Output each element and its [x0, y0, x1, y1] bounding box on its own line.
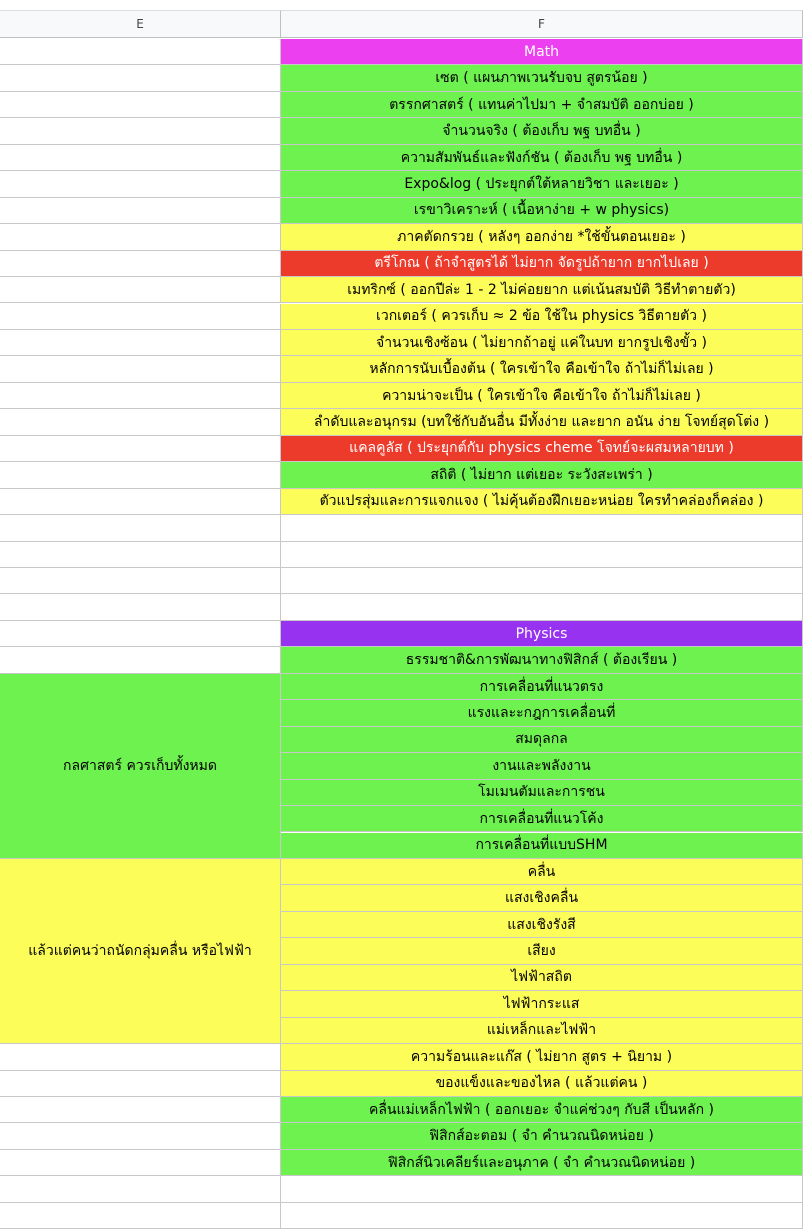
math-topic-cell[interactable] — [281, 65, 803, 91]
math-header-cell[interactable] — [281, 39, 803, 65]
wave-electric-group-cell[interactable] — [0, 859, 281, 1044]
physics-header-cell[interactable] — [281, 621, 803, 647]
physics-topic-cell[interactable] — [281, 647, 803, 673]
cell-e-empty[interactable] — [0, 118, 281, 144]
cell-text: Expo&log ( ประยุกต์ใต้หลายวิชา และเยอะ ) — [404, 175, 679, 192]
cell-e-empty[interactable] — [0, 489, 281, 515]
physics-topic-cell[interactable] — [281, 674, 803, 700]
cell-e-empty[interactable] — [0, 92, 281, 118]
cell-text: เรขาวิเคราะห์ ( เนื้อหาง่าย + w physics) — [413, 202, 670, 219]
cell-text: Physics — [515, 625, 568, 642]
cell-text: สถิติ ( ไม่ยาก แต่เยอะ ระวังสะเพร่า ) — [430, 466, 653, 483]
column-header-f[interactable]: F — [281, 10, 803, 38]
cell-e-empty[interactable] — [0, 198, 281, 224]
cell-e-empty[interactable] — [0, 356, 281, 382]
math-topic-cell[interactable] — [281, 277, 803, 303]
cell-text: สมดุลกล — [515, 731, 568, 748]
cell-e-empty[interactable] — [0, 1044, 281, 1070]
mechanics-group-cell[interactable] — [0, 674, 281, 859]
physics-topic-cell[interactable] — [281, 938, 803, 964]
math-topic-cell[interactable] — [281, 251, 803, 277]
math-topic-cell[interactable] — [281, 383, 803, 409]
cell-text: ความสัมพันธ์และฟังก์ชัน ( ต้องเก็บ พฐ บทอื่น ) — [400, 149, 683, 166]
cell-e-empty[interactable] — [0, 1176, 281, 1202]
cell-f-empty[interactable] — [281, 594, 803, 620]
cell-e-empty[interactable] — [0, 436, 281, 462]
cell-f-empty[interactable] — [281, 1203, 803, 1229]
cell-e-empty[interactable] — [0, 647, 281, 673]
cell-e-empty[interactable] — [0, 65, 281, 91]
cell-text: กลศาสตร์ ควรเก็บทั้งหมด — [63, 757, 217, 774]
cell-text: ไฟฟ้ากระแส — [503, 995, 580, 1012]
cell-text: ลำดับและอนุกรม (บทใช้กับอันอื่น มีทั้งง่าย และยาก อนัน ง่าย โจทย์สุดโต่ง ) — [313, 414, 770, 431]
cell-e-empty[interactable] — [0, 224, 281, 250]
physics-topic-cell[interactable] — [281, 1044, 803, 1070]
cell-text: แสงเชิงรังสี — [507, 916, 576, 933]
cell-e-empty[interactable] — [0, 542, 281, 568]
cell-f-empty[interactable] — [281, 542, 803, 568]
cell-f-empty[interactable] — [281, 515, 803, 541]
cell-e-empty[interactable] — [0, 330, 281, 356]
cell-text: ของแข็งและของไหล ( แล้วแต่คน ) — [435, 1075, 648, 1092]
physics-topic-cell[interactable] — [281, 859, 803, 885]
physics-topic-cell[interactable] — [281, 912, 803, 938]
cell-e-empty[interactable] — [0, 568, 281, 594]
physics-topic-cell[interactable] — [281, 833, 803, 859]
math-topic-cell[interactable] — [281, 224, 803, 250]
cell-text: การเคลื่อนที่แบบSHM — [475, 837, 608, 854]
cell-e-empty[interactable] — [0, 1123, 281, 1149]
cell-text: เซต ( แผนภาพเวนรับจบ สูตรน้อย ) — [435, 70, 648, 87]
physics-topic-cell[interactable] — [281, 806, 803, 832]
cell-text: ฟิสิกส์นิวเคลียร์และอนุภาค ( จำ คำนวณนิดหน่อย ) — [387, 1154, 696, 1171]
cell-e-empty[interactable] — [0, 39, 281, 65]
cell-text: การเคลื่อนที่แนวโค้ง — [479, 810, 604, 827]
cell-text: จำนวนเชิงซ้อน ( ไม่ยากถ้าอยู่ แค่ในบท ยากรูปเชิงขั้ว ) — [375, 334, 708, 351]
cell-text: แล้วแต่คนว่าถนัดกลุ่มคลื่น หรือไฟฟ้า — [28, 943, 252, 959]
cell-text: เวกเตอร์ ( ควรเก็บ ≈ 2 ข้อ ใช้ใน physics วิธีตายตัว ) — [376, 308, 707, 325]
cell-e-empty[interactable] — [0, 594, 281, 620]
cell-e-empty[interactable] — [0, 1203, 281, 1229]
math-topic-cell[interactable] — [281, 462, 803, 488]
math-topic-cell[interactable] — [281, 409, 803, 435]
cell-text: เมทริกซ์ ( ออกปีล่ะ 1 - 2 ไม่ค่อยยาก แต่เน้นสมบัติ วิธีทำตายตัว) — [347, 281, 736, 298]
physics-topic-cell[interactable] — [281, 1018, 803, 1044]
cell-e-empty[interactable] — [0, 515, 281, 541]
physics-topic-cell[interactable] — [281, 1097, 803, 1123]
cell-f-empty[interactable] — [281, 1176, 803, 1202]
physics-topic-cell[interactable] — [281, 727, 803, 753]
cell-e-empty[interactable] — [0, 171, 281, 197]
cell-e-empty[interactable] — [0, 1071, 281, 1097]
cell-e-empty[interactable] — [0, 1097, 281, 1123]
cell-text: ฟิสิกส์อะตอม ( จำ คำนวณนิดหน่อย ) — [429, 1128, 654, 1145]
cell-text: ตัวแปรสุ่มและการแจกแจง ( ไม่คุ้นต้องฝึกเยอะหน่อย ใครทำคล่องก็คล่อง ) — [319, 493, 764, 510]
math-topic-cell[interactable] — [281, 436, 803, 462]
cell-text: ตรรกศาสตร์ ( แทนค่าไปมา + จำสมบัติ ออกบ่อย ) — [389, 96, 694, 113]
math-topic-cell[interactable] — [281, 304, 803, 330]
cell-text: การเคลื่อนที่แนวตรง — [479, 678, 604, 695]
cell-e-empty[interactable] — [0, 621, 281, 647]
math-topic-cell[interactable] — [281, 171, 803, 197]
math-topic-cell[interactable] — [281, 330, 803, 356]
cell-text: ภาคตัดกรวย ( หลังๆ ออกง่าย *ใช้ขั้นตอนเยอะ ) — [397, 228, 686, 245]
cell-text: จำนวนจริง ( ต้องเก็บ พฐ บทอื่น ) — [442, 123, 641, 140]
math-topic-cell[interactable] — [281, 118, 803, 144]
cell-text: งานและพลังงาน — [492, 757, 591, 774]
cell-text: แรงและะกฎการเคลื่อนที่ — [467, 704, 616, 721]
physics-topic-cell[interactable] — [281, 885, 803, 911]
cell-text: ธรรมชาติ&การพัฒนาทางฟิสิกส์ ( ต้องเรียน ) — [405, 652, 678, 669]
cell-text: แสงเชิงคลื่น — [504, 890, 579, 907]
math-topic-cell[interactable] — [281, 145, 803, 171]
cell-text: ความร้อนและแก๊ส ( ไม่ยาก สูตร + นิยาม ) — [410, 1048, 673, 1065]
cell-e-empty[interactable] — [0, 1150, 281, 1176]
math-topic-cell[interactable] — [281, 198, 803, 224]
physics-topic-cell[interactable] — [281, 991, 803, 1017]
cell-text: หลักการนับเบื้องต้น ( ใครเข้าใจ คือเข้าใจ ถ้าไม่ก็ไม่เลย ) — [369, 361, 714, 378]
cell-text: เสียง — [527, 943, 556, 960]
cell-e-empty[interactable] — [0, 304, 281, 330]
cell-text: Math — [523, 43, 560, 60]
cell-e-empty[interactable] — [0, 145, 281, 171]
cell-e-empty[interactable] — [0, 277, 281, 303]
physics-topic-cell[interactable] — [281, 1123, 803, 1149]
physics-topic-cell[interactable] — [281, 1071, 803, 1097]
physics-topic-cell[interactable] — [281, 700, 803, 726]
cell-text: คลื่น — [527, 863, 556, 880]
column-header-e[interactable]: E — [0, 10, 281, 38]
cell-e-empty[interactable] — [0, 251, 281, 277]
math-topic-cell[interactable] — [281, 92, 803, 118]
cell-e-empty[interactable] — [0, 383, 281, 409]
cell-text: ตรีโกณ ( ถ้าจำสูตรได้ ไม่ยาก จัดรูปถ้ายาก ยากไปเลย ) — [374, 255, 709, 272]
physics-topic-cell[interactable] — [281, 965, 803, 991]
math-topic-cell[interactable] — [281, 489, 803, 515]
physics-topic-cell[interactable] — [281, 1150, 803, 1176]
math-topic-cell[interactable] — [281, 356, 803, 382]
cell-e-empty[interactable] — [0, 462, 281, 488]
cell-f-empty[interactable] — [281, 568, 803, 594]
physics-topic-cell[interactable] — [281, 753, 803, 779]
cell-text: ไฟฟ้าสถิต — [511, 969, 572, 986]
cell-text: โมเมนตัมและการชน — [478, 784, 605, 801]
cell-text: แคลคูลัส ( ประยุกต์กับ physics cheme โจทย์จะผสมหลายบท ) — [349, 440, 734, 457]
cell-text: ความน่าจะเป็น ( ใครเข้าใจ คือเข้าใจ ถ้าไม่ก็ไม่เลย ) — [382, 387, 701, 404]
cell-e-empty[interactable] — [0, 409, 281, 435]
cell-text: แม่เหล็กและไฟฟ้า — [486, 1022, 597, 1039]
cell-text: คลื่นแม่เหล็กไฟฟ้า ( ออกเยอะ จำแค่ช่วงๆ กับสี เป็นหลัก ) — [368, 1101, 714, 1118]
physics-topic-cell[interactable] — [281, 780, 803, 806]
